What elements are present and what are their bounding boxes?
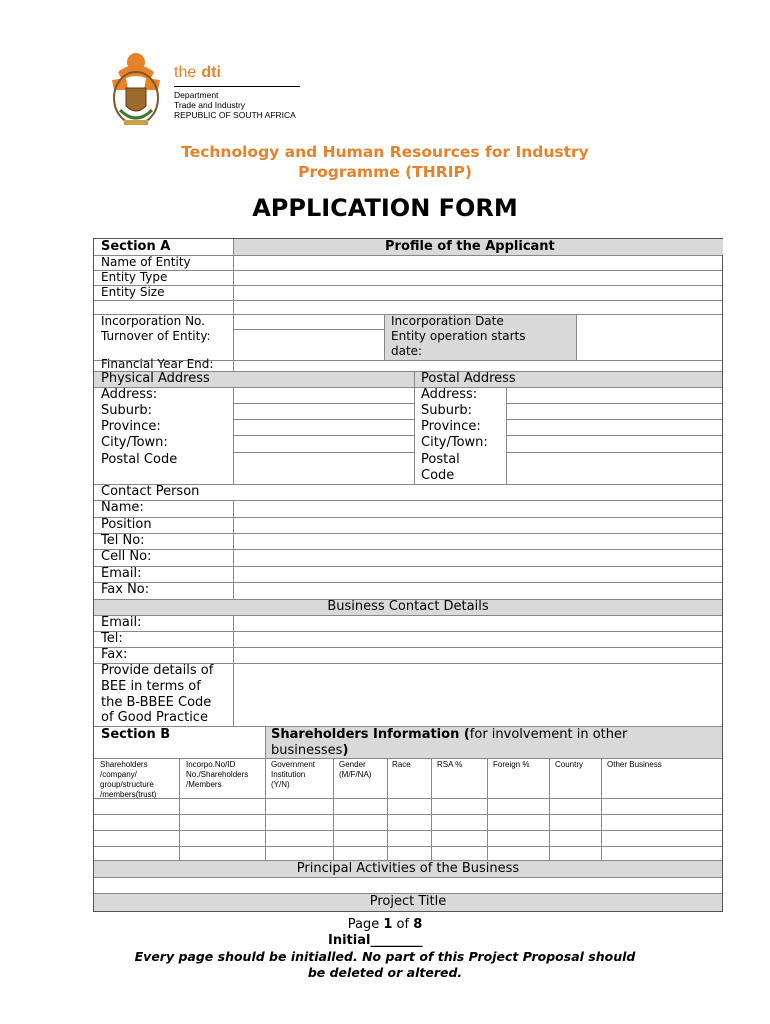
section-a-heading: Profile of the Applicant bbox=[385, 239, 555, 254]
principal-activities-heading: Principal Activities of the Business bbox=[296, 861, 520, 876]
footer-note: Every page should be initialled. No part of this Project Proposal should be deleted or altered. bbox=[134, 949, 636, 980]
col-rsa-percent: RSA % bbox=[437, 760, 463, 769]
contact-email-label: Email: bbox=[101, 566, 142, 581]
name-of-entity-label: Name of Entity bbox=[101, 255, 191, 269]
logo-trade-industry: Trade and Industry bbox=[174, 100, 246, 110]
col-incorporation-id: Incorpo.No/ID No./Shareholders /Members bbox=[186, 760, 249, 789]
business-tel-label: Tel: bbox=[101, 631, 123, 646]
contact-cell-label: Cell No: bbox=[101, 549, 152, 564]
bee-details-label-4: of Good Practice bbox=[101, 710, 208, 725]
physical-suburb-label: Suburb: bbox=[101, 403, 152, 418]
form-title: APPLICATION FORM bbox=[252, 194, 518, 222]
physical-address-heading: Physical Address bbox=[101, 371, 210, 386]
col-country: Country bbox=[555, 760, 584, 769]
entity-size-label: Entity Size bbox=[101, 285, 165, 299]
incorporation-no-label: Incorporation No. bbox=[101, 314, 205, 328]
project-title-heading: Project Title bbox=[369, 894, 447, 909]
section-b-label: Section B bbox=[101, 727, 171, 742]
entity-type-label: Entity Type bbox=[101, 270, 168, 284]
page-number: Page 1 of 8 bbox=[347, 917, 423, 932]
col-other-business: Other Business bbox=[607, 760, 662, 769]
logo-the-text: the bbox=[174, 64, 197, 81]
contact-fax-label: Fax No: bbox=[101, 582, 150, 597]
physical-province-label: Province: bbox=[101, 419, 161, 434]
contact-tel-label: Tel No: bbox=[101, 533, 145, 548]
initial-field: Initial________ bbox=[328, 933, 423, 948]
dti-logo bbox=[106, 50, 306, 132]
col-government: Government Institution (Y/N) bbox=[271, 760, 316, 789]
logo-department: Department bbox=[174, 90, 219, 100]
business-contact-heading: Business Contact Details bbox=[327, 599, 489, 614]
section-b-heading-line2: businesses) bbox=[271, 743, 349, 758]
contact-name-label: Name: bbox=[101, 500, 144, 515]
physical-address-label: Address: bbox=[101, 387, 158, 402]
business-email-label: Email: bbox=[101, 615, 142, 630]
section-b-heading: Shareholders Information (for involvement in other bbox=[271, 727, 628, 742]
col-shareholders: Shareholders /company/ group/structure /members(trust) bbox=[100, 760, 157, 799]
bee-details-label-3: the B-BBEE Code bbox=[101, 695, 212, 710]
postal-address-label: Address: bbox=[421, 387, 478, 402]
logo-dti-text: dti bbox=[201, 64, 221, 81]
postal-province-label: Province: bbox=[421, 419, 481, 434]
physical-postal-code-label: Postal Code bbox=[101, 452, 178, 467]
contact-position-label: Position bbox=[101, 517, 152, 532]
col-race: Race bbox=[392, 760, 411, 769]
postal-code-label-2: Code bbox=[421, 468, 455, 483]
operation-start-label-2: date: bbox=[391, 344, 423, 358]
col-gender: Gender (M/F/NA) bbox=[339, 760, 372, 779]
incorporation-date-label: Incorporation Date bbox=[391, 314, 504, 328]
turnover-label: Turnover of Entity: bbox=[101, 329, 211, 343]
application-form-table bbox=[93, 238, 723, 912]
coat-of-arms-icon bbox=[106, 50, 166, 130]
business-fax-label: Fax: bbox=[101, 647, 128, 662]
operation-start-label-1: Entity operation starts bbox=[391, 329, 526, 343]
postal-code-label-1: Postal bbox=[421, 452, 460, 467]
bee-details-label-2: BEE in terms of bbox=[101, 679, 201, 694]
programme-title: Technology and Human Resources for Industry Programme (THRIP) bbox=[181, 143, 589, 181]
section-a-label: Section A bbox=[101, 239, 171, 254]
postal-city-label: City/Town: bbox=[421, 435, 488, 450]
physical-city-label: City/Town: bbox=[101, 435, 168, 450]
contact-person-heading: Contact Person bbox=[101, 484, 200, 499]
logo-rsa: REPUBLIC OF SOUTH AFRICA bbox=[174, 110, 296, 120]
financial-year-end-label: Financial Year End: bbox=[101, 357, 214, 371]
postal-address-heading: Postal Address bbox=[421, 371, 516, 386]
col-foreign-percent: Foreign % bbox=[493, 760, 530, 769]
bee-details-label-1: Provide details of bbox=[101, 663, 214, 678]
postal-suburb-label: Suburb: bbox=[421, 403, 472, 418]
